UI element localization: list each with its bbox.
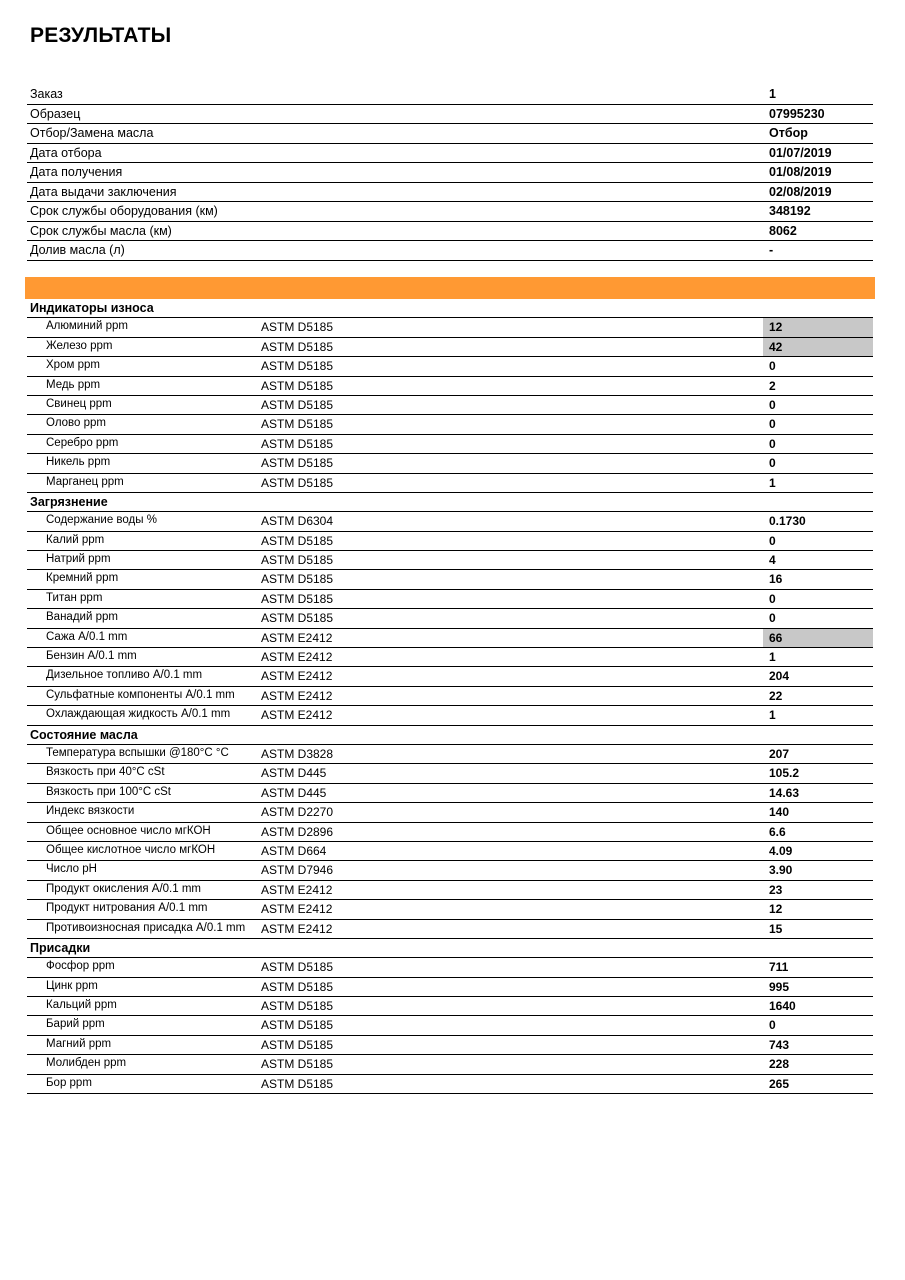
parameter-name: Барий ppm xyxy=(46,1018,105,1031)
info-value: 07995230 xyxy=(769,106,825,121)
parameter-name: Свинец ppm xyxy=(46,397,112,410)
test-method: ASTM D5185 xyxy=(261,378,334,393)
result-value: 204 xyxy=(769,669,790,684)
info-row xyxy=(27,85,873,105)
result-value: 228 xyxy=(769,1057,790,1072)
test-method: ASTM D5185 xyxy=(261,320,334,335)
test-method: ASTM D5185 xyxy=(261,397,334,412)
info-label: Срок службы оборудования (км) xyxy=(30,204,218,218)
table-row xyxy=(27,512,873,531)
result-value: 15 xyxy=(769,921,783,936)
table-row xyxy=(27,396,873,415)
info-row xyxy=(27,144,873,164)
test-method: ASTM D5185 xyxy=(261,417,334,432)
table-row xyxy=(27,357,873,376)
test-method: ASTM E2412 xyxy=(261,630,333,645)
test-method: ASTM D2270 xyxy=(261,805,334,820)
parameter-name: Противоизносная присадка A/0.1 mm xyxy=(46,921,246,934)
test-method: ASTM D5185 xyxy=(261,1076,334,1091)
result-value: 23 xyxy=(769,882,783,897)
parameter-name: Число pH xyxy=(46,863,97,876)
result-value-flagged: 42 xyxy=(763,338,873,356)
table-row xyxy=(27,978,873,997)
result-value: 0 xyxy=(769,397,776,412)
test-method: ASTM D5185 xyxy=(261,960,334,975)
table-row xyxy=(27,997,873,1016)
test-method: ASTM D5185 xyxy=(261,359,334,374)
test-method: ASTM D5185 xyxy=(261,1057,334,1072)
parameter-name: Марганец ppm xyxy=(46,475,124,488)
result-value: 0 xyxy=(769,591,776,606)
table-row xyxy=(27,629,873,648)
table-row xyxy=(27,920,873,939)
result-value: 0 xyxy=(769,533,776,548)
result-value: 711 xyxy=(769,960,789,975)
table-row xyxy=(27,474,873,493)
result-value: 2 xyxy=(769,378,776,393)
result-value: 0 xyxy=(769,417,776,432)
parameter-name: Продукт нитрования A/0.1 mm xyxy=(46,902,208,915)
result-value: 0 xyxy=(769,456,776,471)
test-method: ASTM E2412 xyxy=(261,669,333,684)
test-method: ASTM D5185 xyxy=(261,1018,334,1033)
test-method: ASTM D5185 xyxy=(261,572,334,587)
test-method: ASTM D445 xyxy=(261,766,327,781)
info-label: Дата выдачи заключения xyxy=(30,184,177,199)
parameter-name: Содержание воды % xyxy=(46,514,157,527)
table-row xyxy=(27,823,873,842)
result-value: 0.1730 xyxy=(769,514,806,529)
info-row xyxy=(27,105,873,125)
result-value: 743 xyxy=(769,1037,790,1052)
table-row xyxy=(27,745,873,764)
test-method: ASTM D5185 xyxy=(261,553,334,568)
info-label: Отбор/Замена масла xyxy=(30,126,154,140)
info-label: Долив масла (л) xyxy=(30,243,125,257)
info-value: Отбор xyxy=(769,126,808,140)
result-value: 0 xyxy=(769,1018,776,1033)
result-value: 12 xyxy=(769,902,783,917)
test-method: ASTM E2412 xyxy=(261,882,333,897)
table-row xyxy=(27,318,873,337)
test-method: ASTM D664 xyxy=(261,843,327,858)
table-row xyxy=(27,706,873,725)
table-row xyxy=(27,764,873,783)
table-row xyxy=(27,551,873,570)
parameter-name: Сажа A/0.1 mm xyxy=(46,630,128,643)
test-method: ASTM D5185 xyxy=(261,436,334,451)
result-value: 105.2 xyxy=(769,766,800,781)
result-value: 1640 xyxy=(769,999,796,1014)
info-row xyxy=(27,124,873,144)
result-value: 16 xyxy=(769,572,783,587)
test-method: ASTM D5185 xyxy=(261,475,334,490)
result-value: 4.09 xyxy=(769,843,793,858)
table-row xyxy=(27,338,873,357)
table-row xyxy=(27,881,873,900)
result-value: 207 xyxy=(769,746,790,761)
info-row xyxy=(27,183,873,203)
result-value: 0 xyxy=(769,611,776,626)
result-value-flagged: 12 xyxy=(763,318,873,336)
test-method: ASTM E2412 xyxy=(261,688,333,703)
info-value: 02/08/2019 xyxy=(769,184,832,199)
result-value: 1 xyxy=(769,708,776,723)
test-method: ASTM D2896 xyxy=(261,824,334,839)
test-method: ASTM D5185 xyxy=(261,339,334,354)
parameter-name: Олово ppm xyxy=(46,417,106,430)
test-method: ASTM D5185 xyxy=(261,979,334,994)
table-row xyxy=(27,784,873,803)
section-title: Индикаторы износа xyxy=(30,301,154,315)
parameter-name: Серебро ppm xyxy=(46,436,119,449)
result-value: 995 xyxy=(769,979,790,994)
parameter-name: Никель ppm xyxy=(46,456,111,469)
parameter-name: Вязкость при 40°C cSt xyxy=(46,766,165,779)
info-label: Заказ xyxy=(30,87,63,101)
parameter-name: Общее кислотное число мгКОН xyxy=(46,843,216,856)
test-method: ASTM D5185 xyxy=(261,999,334,1014)
test-method: ASTM D6304 xyxy=(261,514,334,529)
parameter-name: Общее основное число мгКОН xyxy=(46,824,211,837)
parameter-name: Фосфор ppm xyxy=(46,960,115,973)
parameter-name: Железо ppm xyxy=(46,339,113,352)
info-row xyxy=(27,241,873,261)
parameter-name: Цинк ppm xyxy=(46,979,98,992)
sample-info-table xyxy=(27,85,873,261)
parameter-name: Вязкость при 100°C cSt xyxy=(46,785,171,798)
parameter-name: Титан ppm xyxy=(46,591,103,604)
test-method: ASTM D3828 xyxy=(261,746,334,761)
info-row xyxy=(27,222,873,242)
table-row xyxy=(27,590,873,609)
table-row xyxy=(27,958,873,977)
table-row xyxy=(27,570,873,589)
section-header xyxy=(27,939,873,958)
test-method: ASTM D445 xyxy=(261,785,327,800)
info-value: 1 xyxy=(769,87,776,101)
parameter-name: Сульфатные компоненты A/0.1 mm xyxy=(46,688,235,701)
section-title: Состояние масла xyxy=(30,727,138,742)
section-header xyxy=(27,299,873,318)
test-method: ASTM E2412 xyxy=(261,650,333,665)
table-row xyxy=(27,861,873,880)
info-value: 348192 xyxy=(769,204,811,218)
result-value-flagged: 66 xyxy=(763,629,873,647)
test-method: ASTM D7946 xyxy=(261,863,334,878)
parameter-name: Температура вспышки @180°C °C xyxy=(46,746,229,759)
table-row xyxy=(27,667,873,686)
section-header xyxy=(27,726,873,745)
info-label: Образец xyxy=(30,106,81,121)
parameter-name: Бор ppm xyxy=(46,1076,92,1089)
parameter-name: Медь ppm xyxy=(46,378,101,391)
test-method: ASTM D5185 xyxy=(261,456,334,471)
test-method: ASTM D5185 xyxy=(261,1037,334,1052)
parameter-name: Кремний ppm xyxy=(46,572,119,585)
test-method: ASTM E2412 xyxy=(261,708,333,723)
result-value: 3.90 xyxy=(769,863,793,878)
parameter-name: Молибден ppm xyxy=(46,1057,127,1070)
table-row xyxy=(27,842,873,861)
table-row xyxy=(27,415,873,434)
test-method: ASTM D5185 xyxy=(261,611,334,626)
table-row xyxy=(27,377,873,396)
result-value: 4 xyxy=(769,553,776,568)
table-row xyxy=(27,435,873,454)
parameter-name: Бензин A/0.1 mm xyxy=(46,650,137,663)
table-row xyxy=(27,900,873,919)
info-value: 8062 xyxy=(769,223,797,238)
parameter-name: Натрий ppm xyxy=(46,553,111,566)
result-value: 22 xyxy=(769,688,783,703)
parameter-name: Охлаждающая жидкость A/0.1 mm xyxy=(46,708,231,721)
test-method: ASTM D5185 xyxy=(261,533,334,548)
test-method: ASTM E2412 xyxy=(261,902,333,917)
table-row xyxy=(27,803,873,822)
section-header xyxy=(27,493,873,512)
table-row xyxy=(27,532,873,551)
parameter-name: Дизельное топливо A/0.1 mm xyxy=(46,669,203,682)
table-row xyxy=(27,687,873,706)
info-label: Срок службы масла (км) xyxy=(30,223,172,238)
parameter-name: Калий ppm xyxy=(46,533,105,546)
result-value: 14.63 xyxy=(769,785,800,800)
parameter-name: Ванадий ppm xyxy=(46,611,118,624)
parameter-name: Хром ppm xyxy=(46,359,100,372)
result-value: 265 xyxy=(769,1076,790,1091)
results-table xyxy=(27,299,873,1094)
table-row xyxy=(27,1075,873,1094)
table-row xyxy=(27,454,873,473)
result-value: 1 xyxy=(769,475,776,490)
info-label: Дата получения xyxy=(30,165,123,179)
parameter-name: Магний ppm xyxy=(46,1037,112,1050)
table-row xyxy=(27,609,873,628)
page-title: РЕЗУЛЬТАТЫ xyxy=(30,24,172,47)
info-value: - xyxy=(769,243,774,257)
result-value: 6.6 xyxy=(769,824,786,839)
test-method: ASTM D5185 xyxy=(261,591,334,606)
result-value: 1 xyxy=(769,650,776,665)
info-row xyxy=(27,163,873,183)
info-row xyxy=(27,202,873,222)
table-row xyxy=(27,1036,873,1055)
result-value: 140 xyxy=(769,805,790,820)
parameter-name: Индекс вязкости xyxy=(46,805,135,818)
parameter-name: Кальций ppm xyxy=(46,999,117,1012)
table-row xyxy=(27,648,873,667)
info-value: 01/08/2019 xyxy=(769,165,832,179)
result-value: 0 xyxy=(769,436,776,451)
parameter-name: Алюминий ppm xyxy=(46,320,128,333)
table-row xyxy=(27,1016,873,1035)
info-value: 01/07/2019 xyxy=(769,145,832,160)
result-value: 0 xyxy=(769,359,776,374)
info-label: Дата отбора xyxy=(30,145,102,160)
test-method: ASTM E2412 xyxy=(261,921,333,936)
parameter-name: Продукт окисления A/0.1 mm xyxy=(46,882,201,895)
section-title: Загрязнение xyxy=(30,494,108,509)
table-row xyxy=(27,1055,873,1074)
section-title: Присадки xyxy=(30,940,91,955)
section-divider-bar xyxy=(25,277,875,299)
